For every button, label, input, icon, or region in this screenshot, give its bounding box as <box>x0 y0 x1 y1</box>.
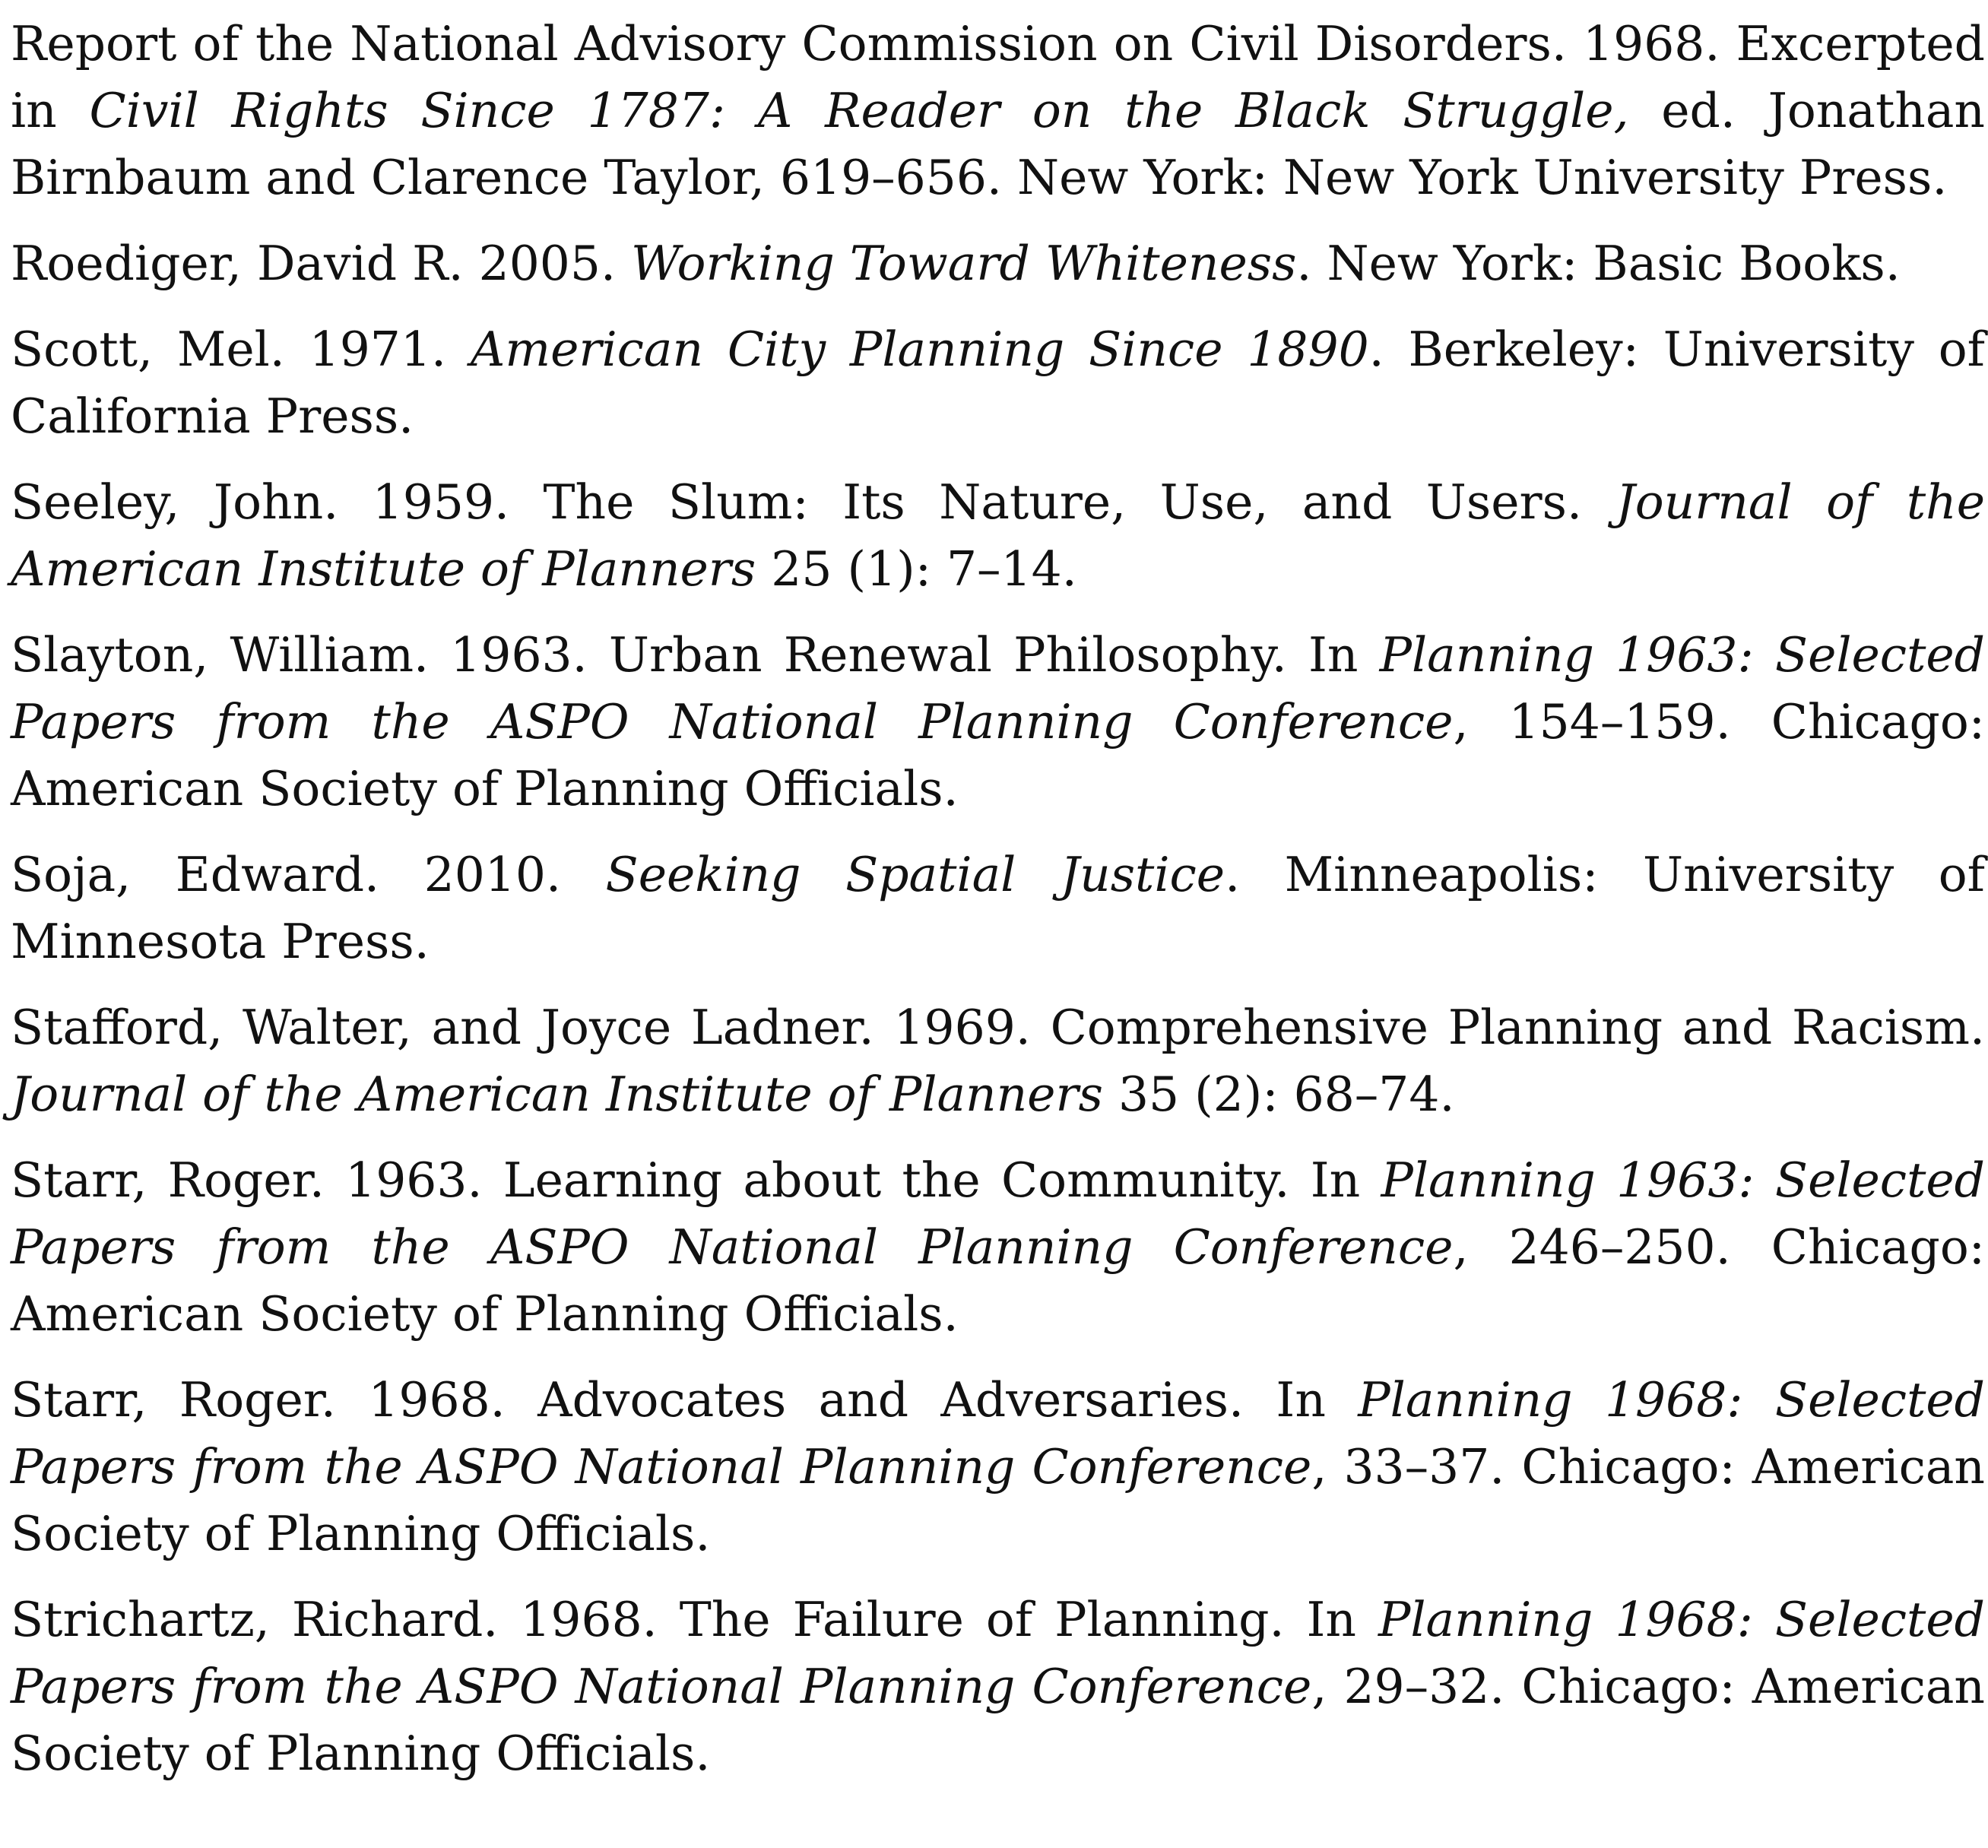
reference-text: Roediger, David R. 2005. <box>11 236 632 291</box>
reference-text: Strichartz, Richard. 1968. The Failure of Planning. In <box>11 1592 1378 1647</box>
reference-text: , 29–32. Chicago: American Society of Planning Officials. <box>11 1659 1985 1781</box>
reference-entry <box>11 994 1985 1128</box>
reference-text: Soja, Edward. 2010. <box>11 847 606 902</box>
reference-entry <box>11 469 1985 603</box>
reference-entry <box>11 622 1985 823</box>
reference-title-italic: American City Planning Since 1890 <box>470 322 1369 377</box>
reference-text: Scott, Mel. 1971. <box>11 322 471 377</box>
reference-entry <box>11 230 1985 297</box>
reference-entry <box>11 11 1985 211</box>
reference-text: Stafford, Walter, and Joyce Ladner. 1969. Comprehensive Planning and Racism. <box>11 1000 1985 1055</box>
reference-text: Slayton, William. 1963. Urban Renewal Philosophy. In <box>11 627 1380 683</box>
reference-text: Starr, Roger. 1963. Learning about the Community. In <box>11 1152 1381 1208</box>
reference-title-italic: Seeking Spatial Justice <box>605 847 1225 902</box>
reference-list <box>11 11 1985 1787</box>
reference-title-italic: Planning 1968: Selected Papers from the ASPO National Planning Conference <box>11 1372 1985 1495</box>
reference-entry <box>11 1586 1985 1787</box>
reference-text: 25 (1): 7–14. <box>756 541 1077 597</box>
reference-title-italic: Planning 1963: Selected Papers from the ASPO National Planning Conference <box>11 1152 1986 1275</box>
reference-entry <box>11 1367 1985 1567</box>
reference-entry <box>11 842 1985 975</box>
reference-title-italic: Working Toward Whiteness <box>631 236 1297 291</box>
reference-text: Report of the National Advisory Commission on Civil Disorders. 1968. Excerpted in <box>11 16 1985 138</box>
reference-text: . New York: Basic Books. <box>1296 236 1901 291</box>
reference-text: , 33–37. Chicago: American Society of Planning Officials. <box>11 1439 1985 1561</box>
reference-entry <box>11 316 1985 450</box>
reference-text: 35 (2): 68–74. <box>1102 1067 1455 1122</box>
reference-text: . Berkeley: University of California Press. <box>11 322 1985 444</box>
reference-text: Starr, Roger. 1968. Advocates and Adversaries. In <box>11 1372 1359 1428</box>
reference-text: , 246–250. Chicago: American Society of Planning Officials. <box>11 1219 1985 1342</box>
reference-entry <box>11 1147 1985 1348</box>
reference-title-italic: Planning 1968: Selected Papers from the ASPO National Planning Conference <box>11 1592 1985 1714</box>
reference-text: , 154–159. Chicago: American Society of Planning Officials. <box>11 694 1985 816</box>
reference-text: . Minneapolis: University of Minnesota Press. <box>11 847 1985 969</box>
reference-text: ed. Jonathan Birnbaum and Clarence Taylor, 619–656. New York: New York University Press. <box>11 83 1986 205</box>
reference-title-italic: Planning 1963: Selected Papers from the ASPO National Planning Conference <box>11 627 1985 750</box>
reference-title-italic: Journal of the American Institute of Planners <box>11 474 1985 597</box>
reference-title-italic: Journal of the American Institute of Planners <box>11 1067 1103 1122</box>
reference-title-italic: Civil Rights Since 1787: A Reader on the Black Struggle, <box>89 83 1629 138</box>
reference-text: Seeley, John. 1959. The Slum: Its Nature, Use, and Users. <box>11 474 1616 530</box>
